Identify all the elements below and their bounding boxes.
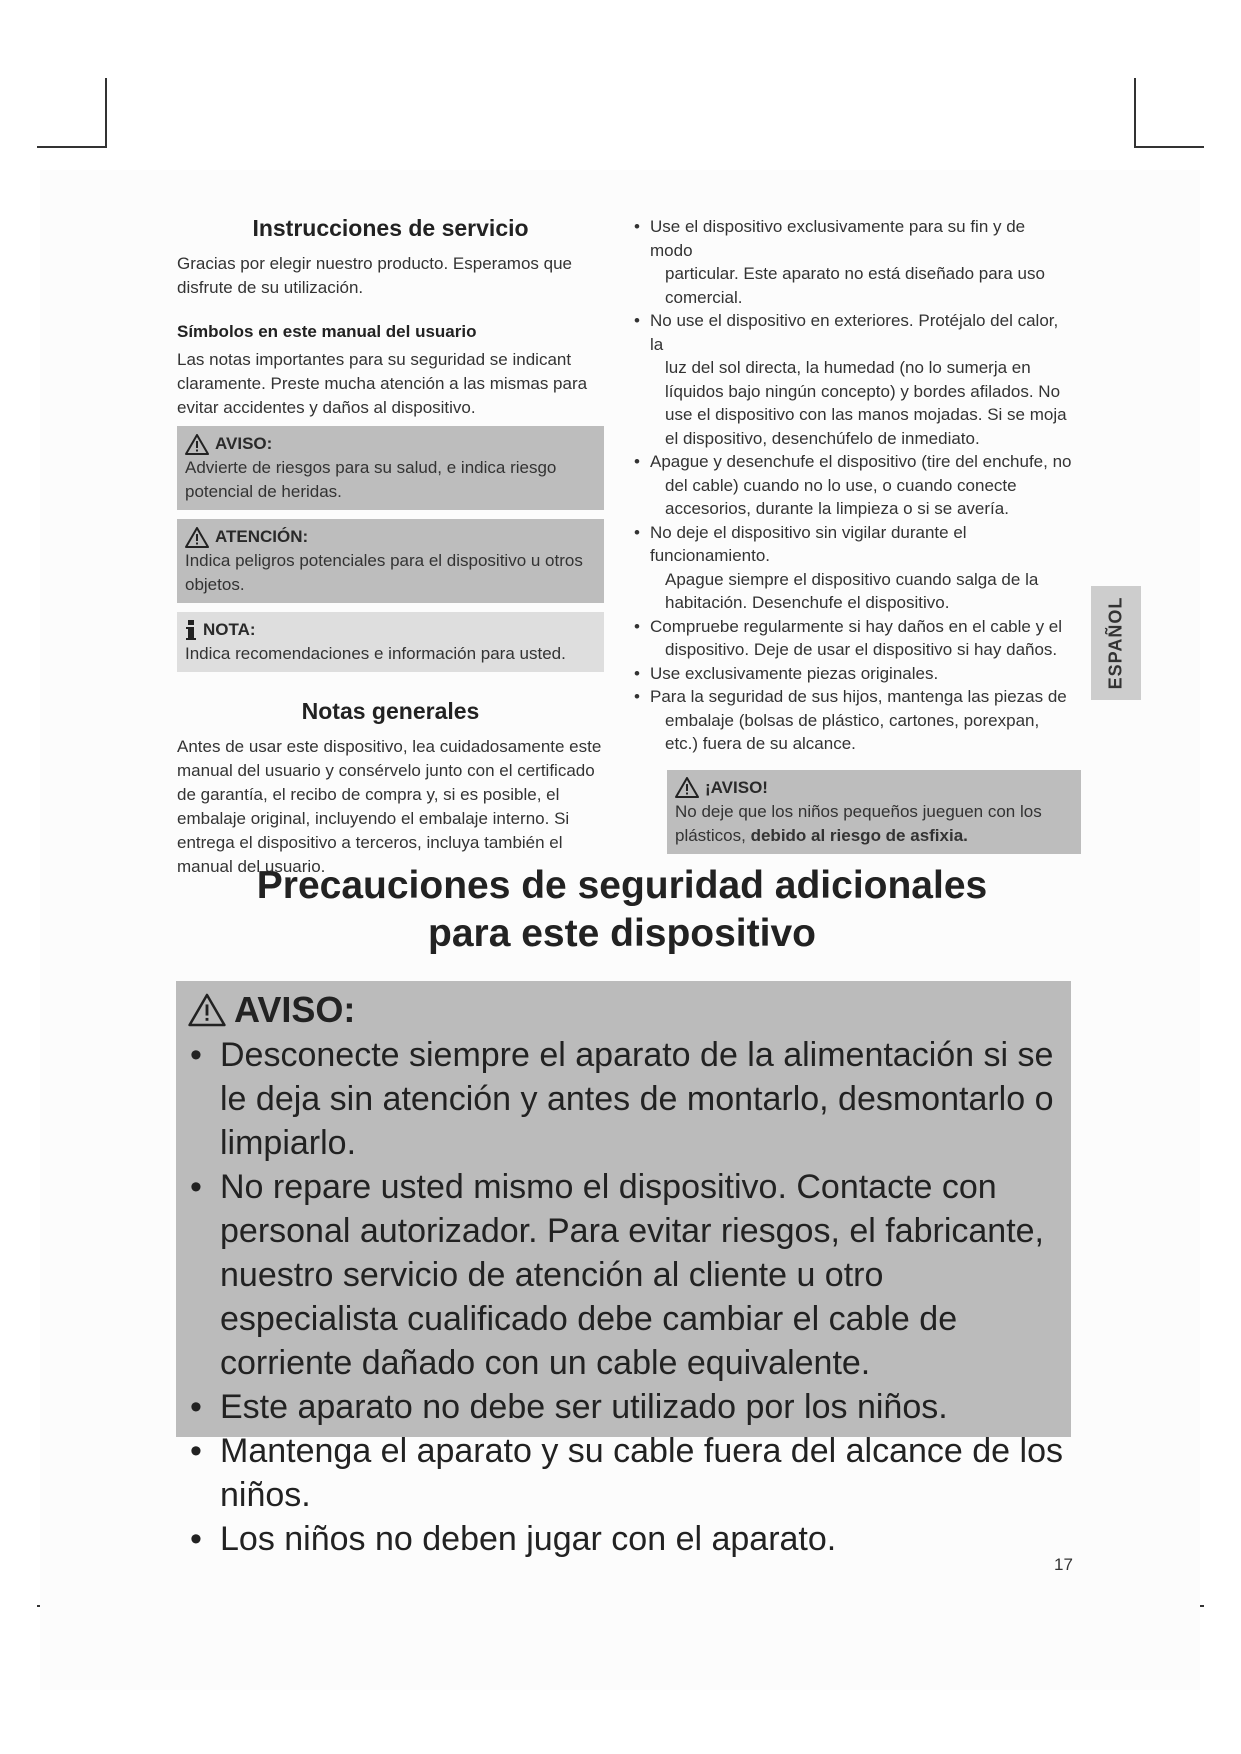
additional-precautions-title — [177, 862, 1067, 958]
title-line-2: para este dispositivo — [428, 912, 816, 955]
list-item: • Desconecte siempre el aparato de la alimentación si se le deja sin atención y antes de montarlo, desmontarlo o limpiarlo. — [186, 1033, 1066, 1165]
choking-warning-text: No deje que los niños pequeños jueguen con los plásticos, — [675, 801, 1042, 845]
atencion-notice — [177, 519, 604, 603]
nota-notice — [177, 612, 604, 672]
language-tab-label: ESPAÑOL — [1105, 596, 1126, 690]
atencion-title: ATENCIÓN: — [215, 527, 309, 546]
choking-warning-title: ¡AVISO! — [705, 777, 768, 797]
main-warning-box — [176, 981, 1071, 1558]
aviso-title: AVISO: — [215, 434, 273, 453]
crop-mark-top-left-v — [105, 78, 107, 148]
nota-title: NOTA: — [203, 620, 256, 639]
title-line-1: Precauciones de seguridad adicionales — [256, 864, 988, 907]
nota-text: Indica recomendaciones e información para usted. — [185, 644, 566, 663]
right-column — [634, 215, 1072, 854]
warning-triangle-icon — [188, 993, 226, 1027]
list-item: • Use el dispositivo exclusivamente para su fin y de modo particular. Este aparato no está diseñado para uso comercial. — [634, 215, 1072, 309]
aviso-text: Advierte de riesgos para su salud, e indica riesgo potencial de heridas. — [185, 458, 557, 501]
list-item: • Este aparato no debe ser utilizado por los niños. — [186, 1385, 1066, 1429]
left-column — [177, 215, 604, 889]
safety-list — [634, 215, 1072, 756]
crop-mark-top-left-h — [37, 146, 107, 148]
warning-triangle-icon — [675, 777, 699, 798]
list-item: • No repare usted mismo el dispositivo. Contacte con personal autorizador. Para evitar riesgos, el fabricante, nuestro servicio de atención al cliente u otro especialista cualificado debe cambiar el cable de corriente dañado con un cable equivalente. — [186, 1165, 1066, 1385]
general-notes-text: Antes de usar este dispositivo, lea cuidadosamente este manual del usuario y consérvelo junto con el certificado de garantía, el recibo de compra y, si es posible, el embalaje original, incluyendo el embalaje interno. Si entrega el dispositivo a terceros, incluya también el manual del usuario. — [177, 737, 602, 876]
symbols-text: Las notas importantes para su seguridad se indicant claramente. Preste mucha atención a las mismas para evitar accidentes y daños al dispositivo. — [177, 350, 588, 417]
crop-mark-top-right-h — [1134, 146, 1204, 148]
main-warning-list — [186, 1033, 1066, 1561]
list-item: • Apague y desenchufe el dispositivo (tire del enchufe, no del cable) cuando no lo use, o cuando conecte accesorios, durante la limpieza o si se avería. — [634, 450, 1072, 521]
aviso-notice — [177, 426, 604, 510]
service-instructions-title: Instrucciones de servicio — [252, 215, 529, 241]
list-item: • Use exclusivamente piezas originales. — [634, 662, 1072, 686]
crop-mark-top-right-v — [1134, 78, 1136, 148]
symbols-heading: Símbolos en este manual del usuario — [177, 322, 477, 341]
warning-triangle-icon — [185, 527, 209, 548]
list-item: • No deje el dispositivo sin vigilar durante el funcionamiento. Apague siempre el dispositivo cuando salga de la habitación. Desenchufe el dispositivo. — [634, 521, 1072, 615]
atencion-text: Indica peligros potenciales para el dispositivo u otros objetos. — [185, 551, 583, 594]
list-item: • Los niños no deben jugar con el aparato. — [186, 1517, 1066, 1561]
list-item: • No use el dispositivo en exteriores. Protéjalo del calor, la luz del sol directa, la humedad (no lo sumerja en líquidos bajo ningún concepto) y bordes afilados. No use el dispositivo con las manos mojadas. Si se moja el dispositivo, desenchúfelo de inmediato. — [634, 309, 1072, 450]
intro-text: Gracias por elegir nuestro producto. Esperamos que disfrute de su utilización. — [177, 254, 572, 297]
warning-triangle-icon — [185, 434, 209, 455]
page-number: 17 — [1054, 1555, 1073, 1574]
list-item: • Compruebe regularmente si hay daños en el cable y el dispositivo. Deje de usar el dispositivo si hay daños. — [634, 615, 1072, 662]
language-tab — [1091, 586, 1141, 700]
list-item: • Para la seguridad de sus hijos, mantenga las piezas de embalaje (bolsas de plástico, cartones, porexpan, etc.) fuera de su alcance. — [634, 685, 1072, 756]
main-warning-title: AVISO: — [234, 989, 356, 1030]
list-item: • Mantenga el aparato y su cable fuera del alcance de los niños. — [186, 1429, 1066, 1517]
choking-warning-notice — [667, 770, 1081, 854]
choking-warning-bold-text: debido al riesgo de asfixia. — [750, 825, 968, 845]
info-icon — [185, 619, 197, 641]
general-notes-title: Notas generales — [301, 698, 480, 724]
